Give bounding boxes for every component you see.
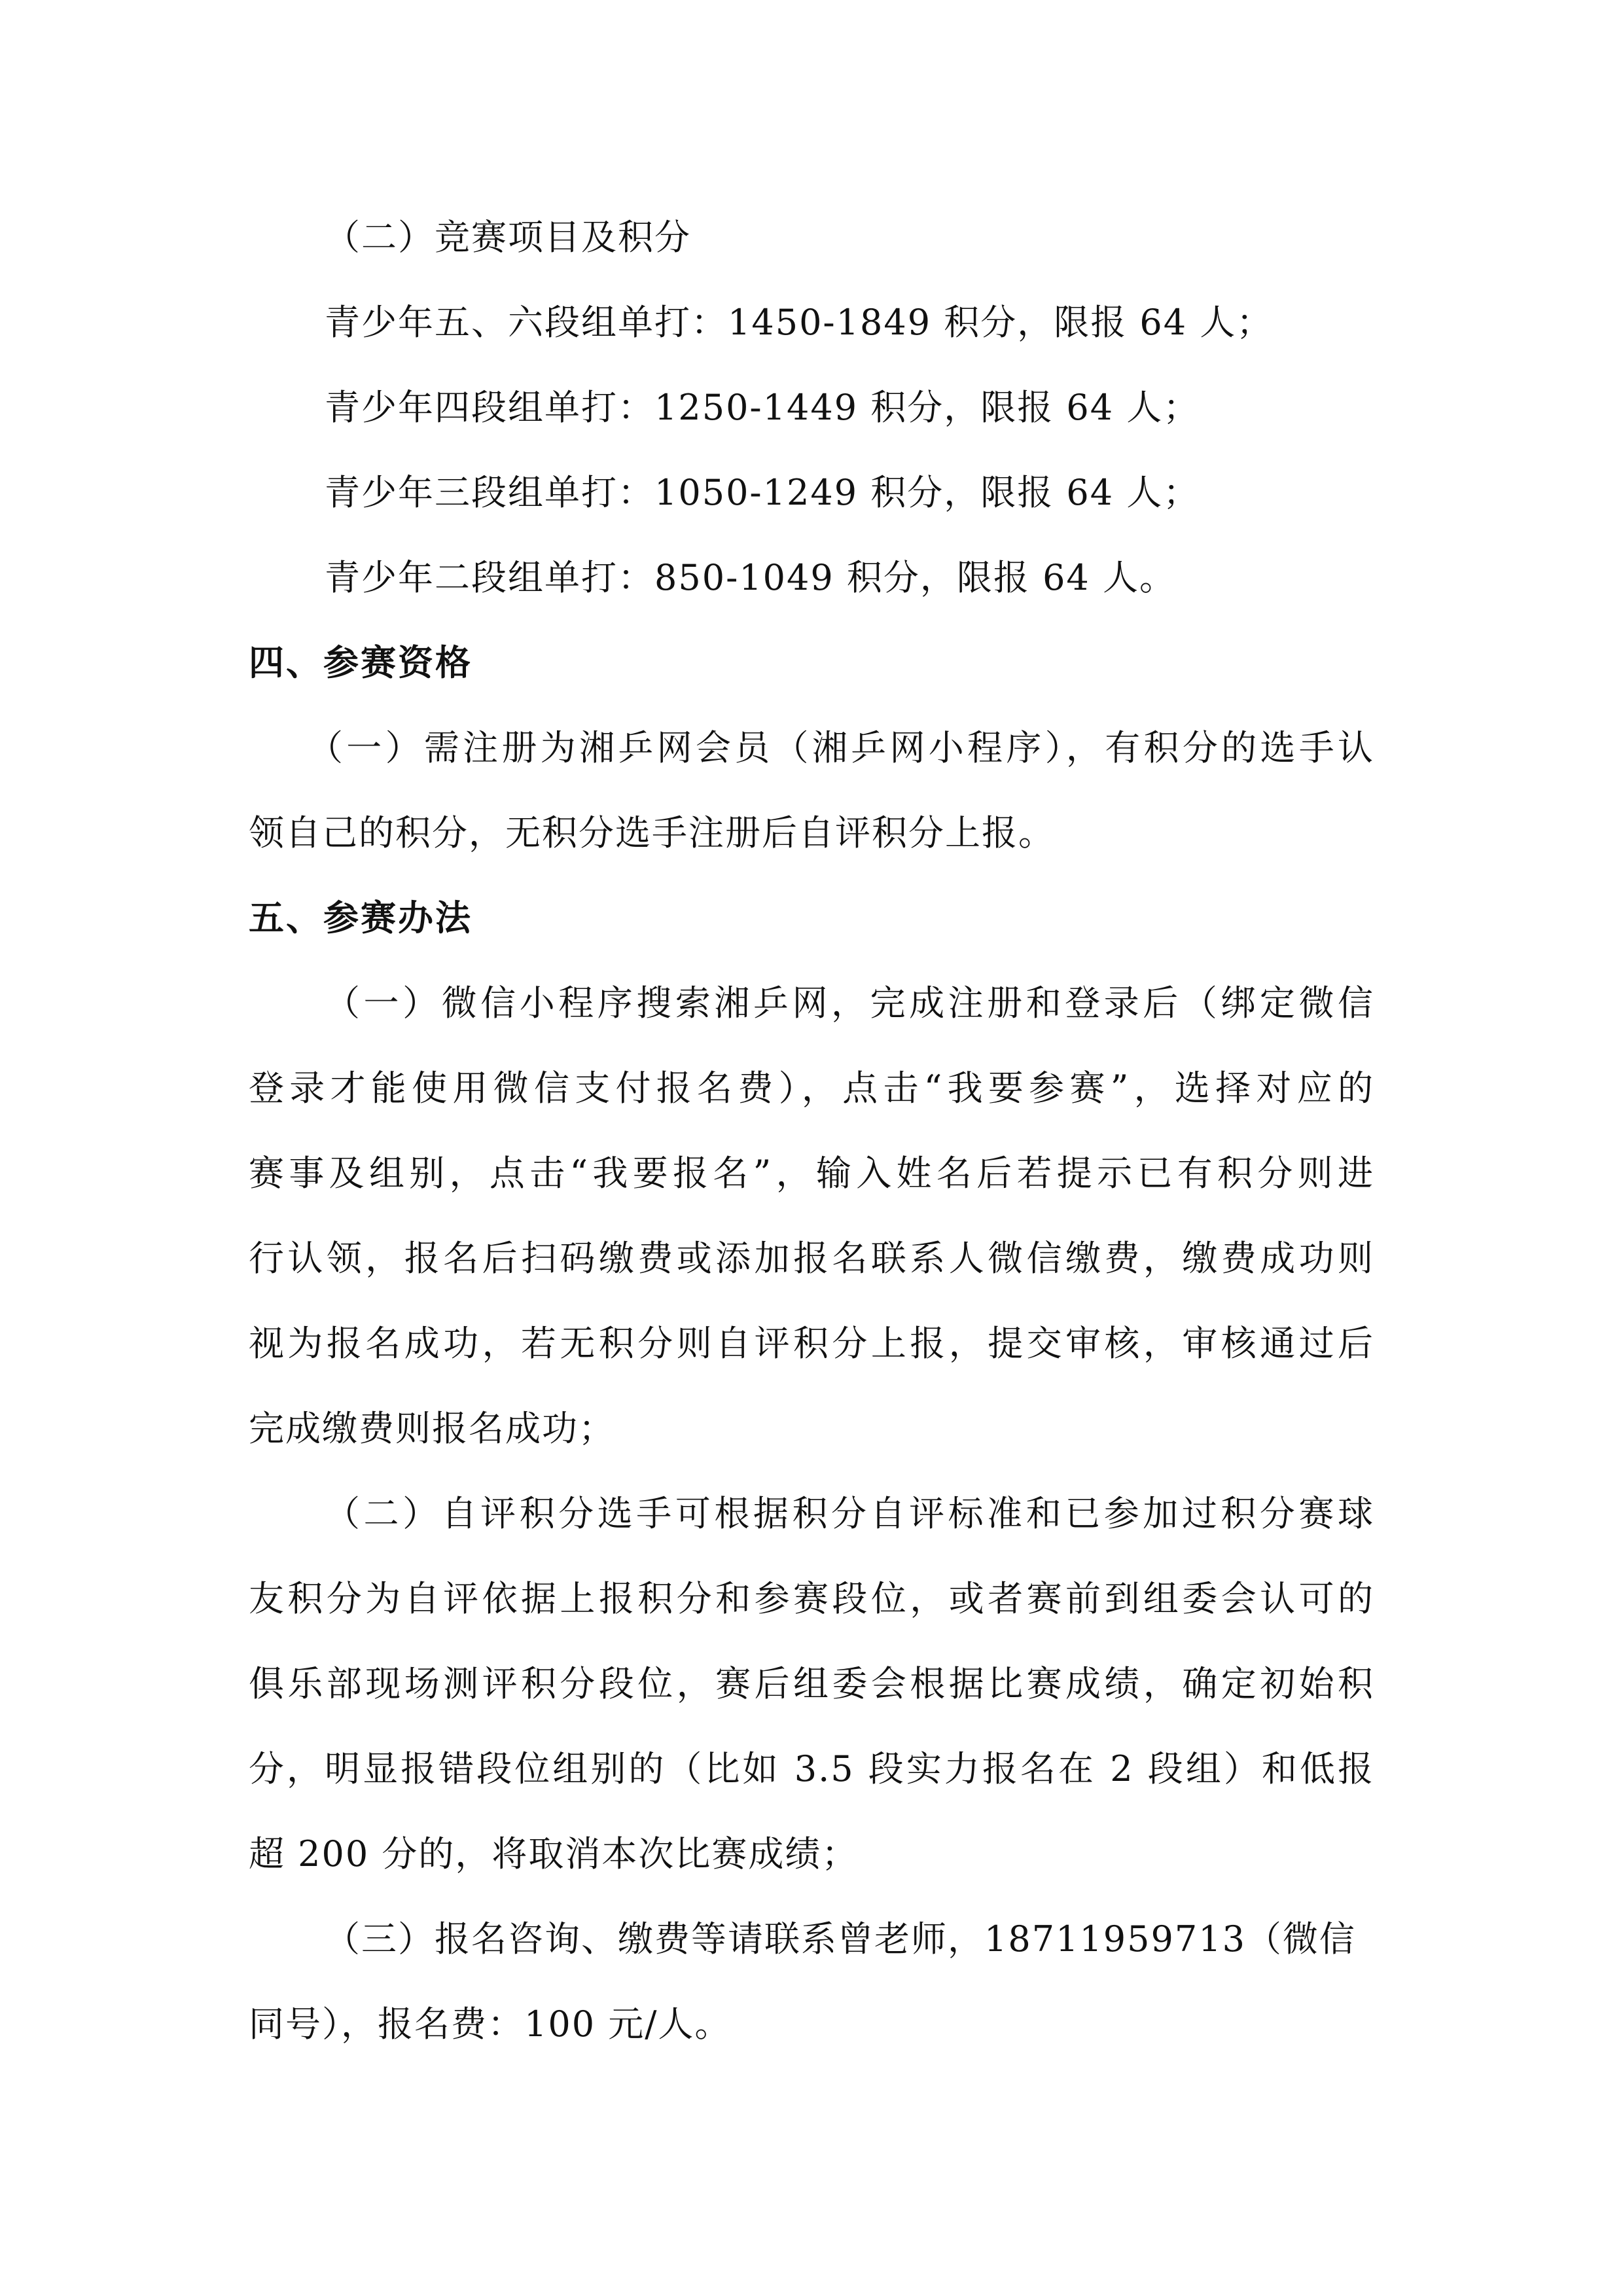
event-line-1: 青少年五、六段组单打：1450-1849 积分，限报 64 人；	[325, 302, 1274, 343]
section-heading-registration-method: 五、参赛办法	[249, 897, 473, 939]
method-p2-line-1: （二）自评积分选手可根据积分自评标准和已参加过积分赛球	[325, 1493, 1374, 1534]
method-p1-line-6: 完成缴费则报名成功；	[249, 1408, 615, 1449]
method-p1-line-3: 赛事及组别，点击“我要报名”，输入姓名后若提示已有积分则进	[249, 1153, 1374, 1194]
method-p2-line-3: 俱乐部现场测评积分段位，赛后组委会根据比赛成绩，确定初始积	[249, 1663, 1374, 1704]
eligibility-line-1: （一）需注册为湘乒网会员（湘乒网小程序），有积分的选手认	[308, 727, 1374, 768]
method-p1-line-1: （一）微信小程序搜索湘乒网，完成注册和登录后（绑定微信	[325, 982, 1374, 1024]
event-line-4: 青少年二段组单打：850-1049 积分，限报 64 人。	[325, 557, 1176, 598]
method-p1-line-5: 视为报名成功，若无积分则自评积分上报，提交审核，审核通过后	[249, 1323, 1374, 1364]
method-p2-line-4: 分，明显报错段位组别的（比如 3.5 段实力报名在 2 段组）和低报	[249, 1748, 1374, 1789]
method-p1-line-4: 行认领，报名后扫码缴费或添加报名联系人微信缴费，缴费成功则	[249, 1238, 1374, 1279]
subheading-events-and-points: （二）竞赛项目及积分	[325, 217, 691, 258]
method-p3-line-1: （三）报名咨询、缴费等请联系曾老师，18711959713（微信	[325, 1918, 1356, 1960]
section-heading-eligibility: 四、参赛资格	[249, 642, 473, 683]
event-line-3: 青少年三段组单打：1050-1249 积分，限报 64 人；	[325, 472, 1200, 513]
method-p2-line-2: 友积分为自评依据上报积分和参赛段位，或者赛前到组委会认可的	[249, 1578, 1374, 1619]
method-p3-line-2: 同号），报名费：100 元/人。	[249, 2003, 732, 2045]
eligibility-line-2: 领自己的积分，无积分选手注册后自评积分上报。	[249, 812, 1055, 853]
method-p2-line-5: 超 200 分的，将取消本次比赛成绩；	[249, 1833, 859, 1874]
method-p1-line-2: 登录才能使用微信支付报名费），点击“我要参赛”，选择对应的	[249, 1067, 1374, 1109]
event-line-2: 青少年四段组单打：1250-1449 积分，限报 64 人；	[325, 387, 1200, 428]
